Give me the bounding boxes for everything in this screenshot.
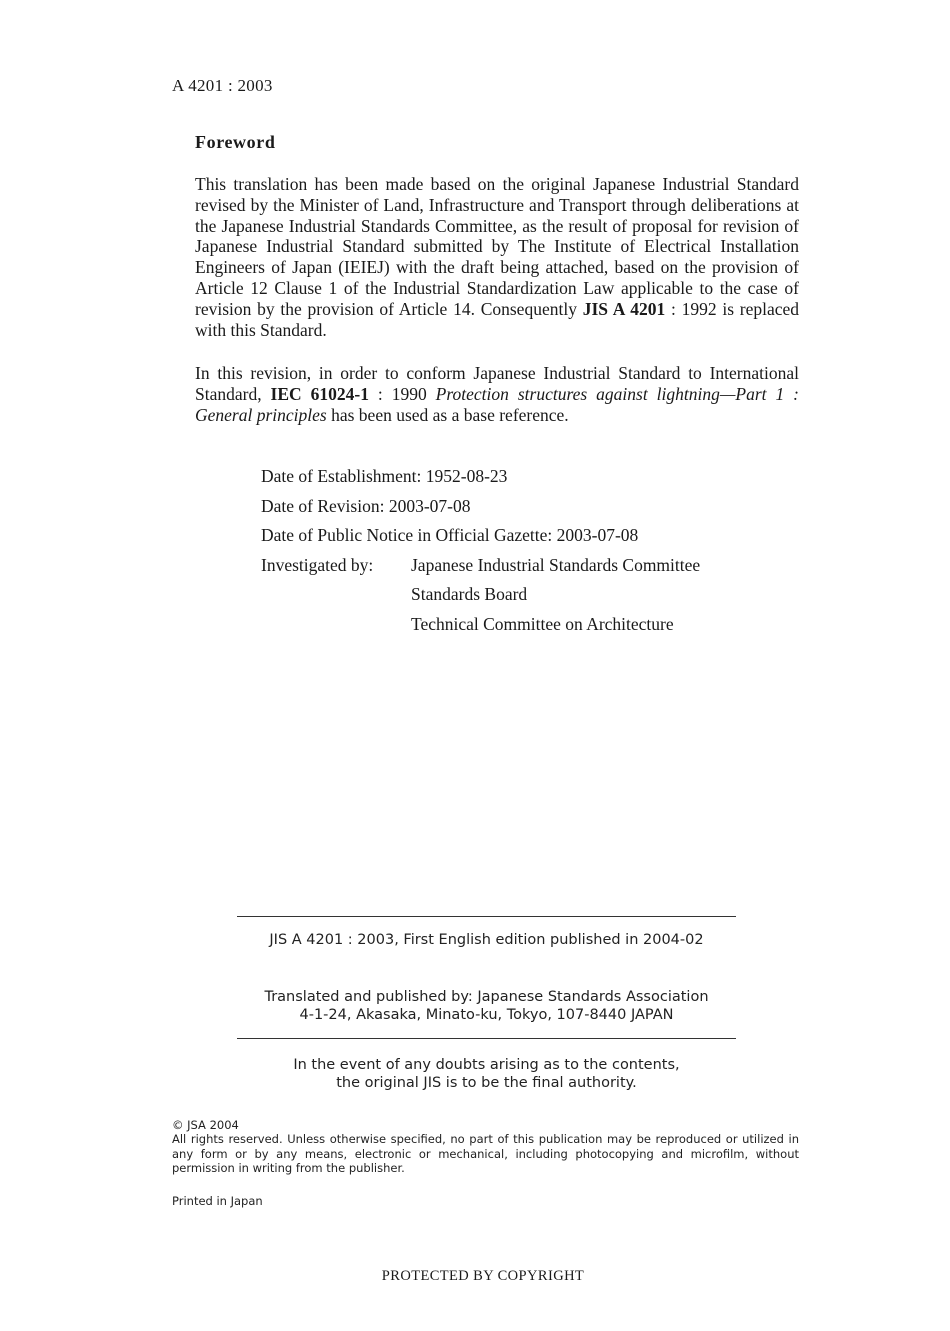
para2-standard-ref: IEC 61024-1 <box>270 383 369 404</box>
divider-bottom <box>237 1038 736 1039</box>
publisher-address: 4-1-24, Akasaka, Minato-ku, Tokyo, 107-8440 JAPAN <box>299 1007 674 1023</box>
investigated-by-row <box>261 580 700 610</box>
investigated-by-board: Standards Board <box>411 584 528 605</box>
printed-in: Printed in Japan <box>172 1194 263 1208</box>
publisher-line: Translated and published by: Japanese Standards Association <box>264 989 709 1005</box>
divider-top <box>237 916 736 917</box>
date-of-public-notice: Date of Public Notice in Official Gazette: 2003-07-08 <box>261 525 639 546</box>
para2-text-a: In this revision, in order to conform Japanese Industrial Standard to International Standard, <box>195 363 799 404</box>
authority-line-2: the original JIS is to be the final authority. <box>336 1075 637 1091</box>
investigated-by-committee: Japanese Industrial Standards Committee <box>411 554 701 575</box>
date-of-establishment: Date of Establishment: 1952-08-23 <box>261 466 508 486</box>
protected-footer: PROTECTED BY COPYRIGHT <box>381 1268 585 1284</box>
foreword-paragraph-2 <box>195 363 799 425</box>
para2-standard-title: Protection structures against lightning—Part 1 : General principles <box>195 383 799 425</box>
edition-note: JIS A 4201 : 2003, First English edition published in 2004-02 <box>269 932 704 948</box>
copyright-notice: © JSA 2004 <box>172 1118 239 1132</box>
investigated-by-label: Investigated by: <box>261 554 374 575</box>
para1-standard-ref: JIS A 4201 <box>582 298 666 319</box>
document-code: A 4201 : 2003 <box>172 76 273 95</box>
authority-note <box>237 1056 736 1092</box>
rights-notice: All rights reserved. Unless otherwise specified, no part of this publication may be reproduced or utilized in any form or by any means, electronic or mechanical, including photocopying and microfilm, without permission in writing from the publisher. <box>172 1132 799 1176</box>
investigated-by-row <box>261 610 700 640</box>
authority-line-1: In the event of any doubts arising as to the contents, <box>293 1057 680 1073</box>
foreword-paragraph-1 <box>195 174 799 340</box>
para1-text-b: : 1992 is replaced with this Standard. <box>195 298 800 340</box>
investigated-by-row <box>261 551 700 581</box>
investigated-by-technical-committee: Technical Committee on Architecture <box>411 613 674 634</box>
dates-block <box>261 462 700 640</box>
publisher-note <box>237 988 736 1024</box>
para2-text-b: : 1990 <box>368 383 436 404</box>
para1-text-a: This translation has been made based on the original Japanese Industrial Standard revised by the Minister of Land, Infrastructure and Transport through deliberations at the Japanese Industrial Standards Committee, as the result of proposal for revision of Japanese Industrial Standard submitted by The Institute of Electrical Installation Engineers of Japan (IEIEJ) with the draft being attached, based on the provision of Article 12 Clause 1 of the Industrial Standardization Law applicable to the case of revision by the provision of Article 14. Consequently <box>195 174 799 319</box>
para2-text-c: has been used as a base reference. <box>326 404 569 425</box>
foreword-heading: Foreword <box>195 132 276 152</box>
date-of-revision: Date of Revision: 2003-07-08 <box>261 495 471 516</box>
